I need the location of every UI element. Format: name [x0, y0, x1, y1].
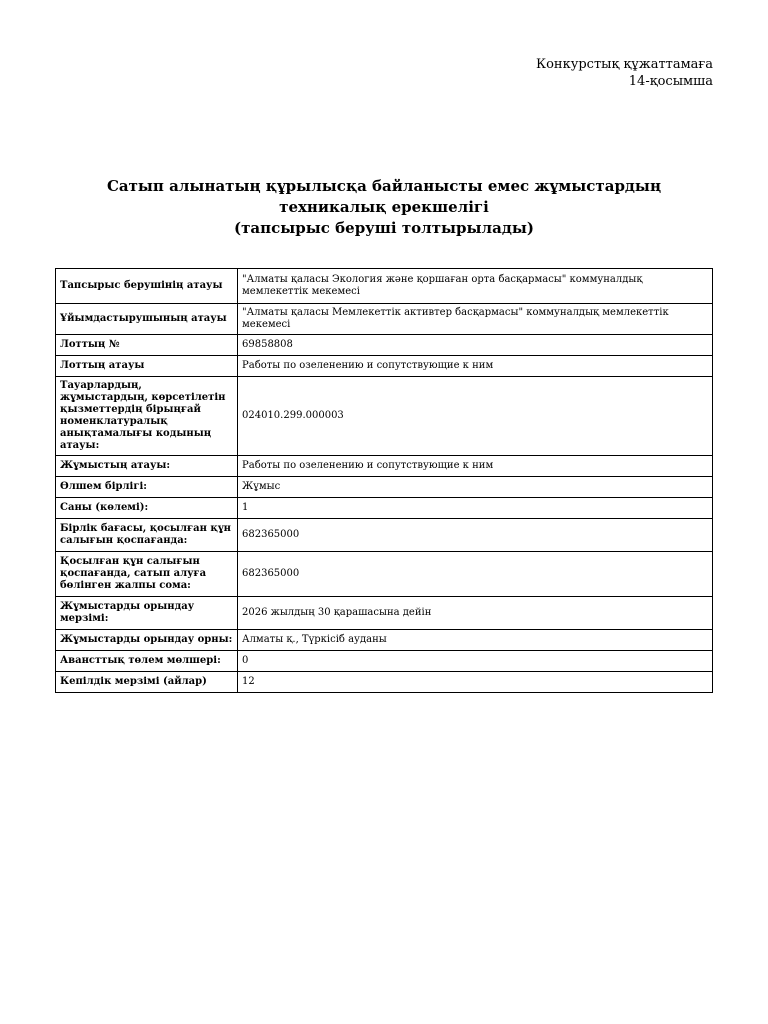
table-row [56, 552, 713, 597]
document-title [0, 176, 768, 239]
row-value: 12 [238, 672, 713, 693]
table-row [56, 335, 713, 356]
row-value: Работы по озеленению и сопутствующие к ним [238, 456, 713, 477]
row-value: Работы по озеленению и сопутствующие к ним [238, 356, 713, 377]
row-value: 69858808 [238, 335, 713, 356]
row-value: Жұмыс [238, 477, 713, 498]
attachment-note-line1: Конкурстық құжаттамаға [536, 57, 713, 72]
table-row [56, 597, 713, 630]
table-row [56, 304, 713, 335]
attachment-note-line2: 14-қосымша [628, 74, 713, 89]
row-label: Қосылған құн салығын қоспағанда, сатып алуға бөлінген жалпы сома: [56, 552, 238, 597]
row-label: Өлшем бірлігі: [56, 477, 238, 498]
document-title-line3: (тапсырыс беруші толтырылады) [234, 219, 534, 237]
row-label: Жұмыстың атауы: [56, 456, 238, 477]
row-label: Саны (көлемі): [56, 498, 238, 519]
row-label: Жұмыстарды орындау орны: [56, 630, 238, 651]
row-label: Бірлік бағасы, қосылған құн салығын қоспағанда: [56, 519, 238, 552]
row-label: Тапсырыс берушінің атауы [56, 269, 238, 304]
row-label: Лоттың № [56, 335, 238, 356]
document-title-line1: Сатып алынатың құрылысқа байланысты емес жұмыстардың [106, 177, 662, 195]
row-value: 682365000 [238, 519, 713, 552]
row-label: Лоттың атауы [56, 356, 238, 377]
table-row [56, 377, 713, 456]
attachment-note [536, 56, 713, 90]
row-label: Жұмыстарды орындау мерзімі: [56, 597, 238, 630]
table-row [56, 630, 713, 651]
row-value: 2026 жылдың 30 қарашасына дейін [238, 597, 713, 630]
row-value: 1 [238, 498, 713, 519]
row-value: "Алматы қаласы Мемлекеттік активтер басқармасы" коммуналдық мемлекеттік мекемесі [238, 304, 713, 335]
row-label: Ұйымдастырушының атауы [56, 304, 238, 335]
table-row [56, 456, 713, 477]
row-value: 024010.299.000003 [238, 377, 713, 456]
document-title-line2: техникалық ерекшелігі [279, 198, 489, 216]
table-row [56, 519, 713, 552]
table-row [56, 498, 713, 519]
row-value: Алматы қ., Түркісіб ауданы [238, 630, 713, 651]
table-row [56, 477, 713, 498]
row-value: 682365000 [238, 552, 713, 597]
table-row [56, 651, 713, 672]
table-row [56, 269, 713, 304]
row-value: "Алматы қаласы Экология және қоршаған орта басқармасы" коммуналдық мемлекеттік мекемесі [238, 269, 713, 304]
table-row [56, 672, 713, 693]
row-label: Кепілдік мерзімі (айлар) [56, 672, 238, 693]
table-row [56, 356, 713, 377]
row-label: Тауарлардың, жұмыстардың, көрсетілетін қызметтердің бірыңғай номенклатуралық анықтамалығы кодының атауы: [56, 377, 238, 456]
specification-table [55, 268, 713, 693]
row-label: Авансттық төлем мөлшері: [56, 651, 238, 672]
row-value: 0 [238, 651, 713, 672]
